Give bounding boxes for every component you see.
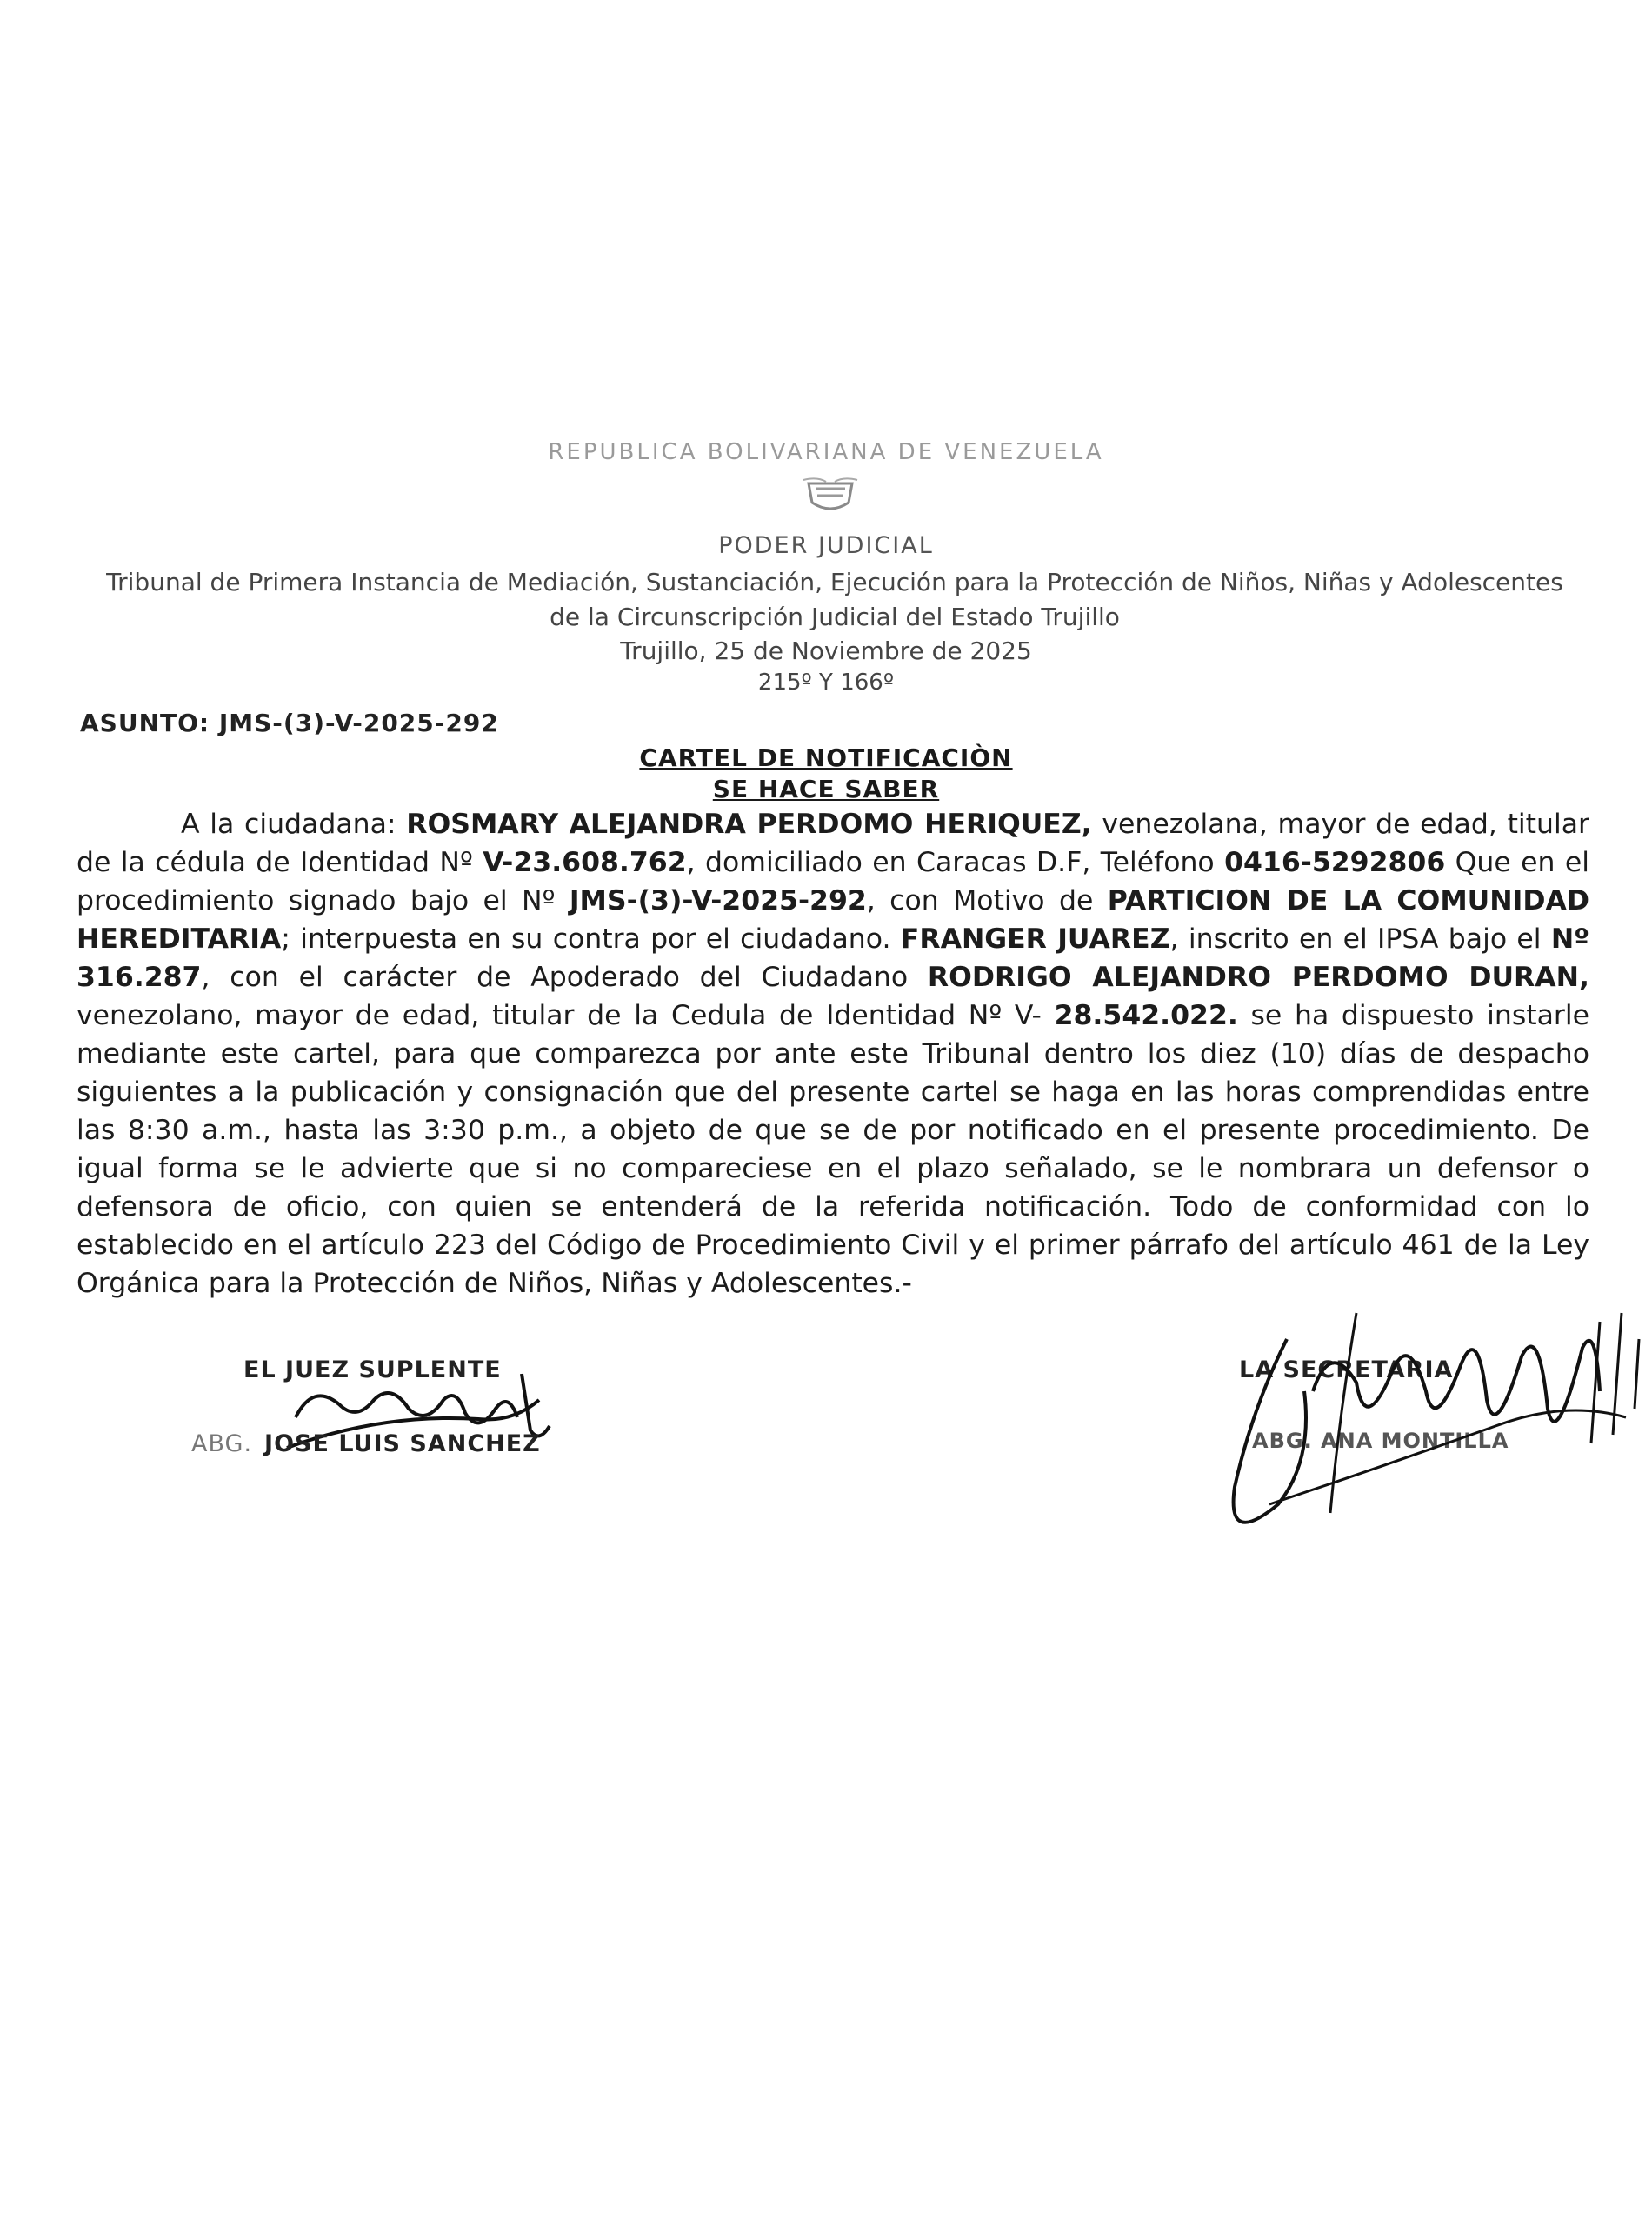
republic-heading: REPUBLICA BOLIVARIANA DE VENEZUELA — [548, 439, 1104, 465]
judge-title: EL JUEZ SUPLENTE — [243, 1356, 502, 1383]
ipsa-number: Nº 316.287 — [77, 923, 1590, 993]
body-text: , inscrito en el IPSA bajo el — [1169, 923, 1551, 955]
plaintiff-id: 28.542.022. — [1054, 1000, 1238, 1031]
case-reference: JMS-(3)-V-2025-292 — [569, 885, 867, 916]
judge-name-text: JOSE LUIS SANCHEZ — [264, 1430, 541, 1457]
case-motive: PARTICION DE LA COMUNIDAD HEREDITARIA — [77, 885, 1589, 955]
secretary-signature-icon — [1182, 1287, 1652, 1574]
body-text: , con Motivo de — [866, 885, 1108, 916]
notification-paragraph — [77, 805, 1589, 1303]
tribunal-name: Tribunal de Primera Instancia de Mediación, Sustanciación, Ejecución para la Protección de Niños, Niñas y Adolescentes de la Circunscripción Judicial del Estado Trujillo — [106, 568, 1563, 631]
body-text: se ha dispuesto instarle mediante este cartel, para que comparezca por ante este Tribunal dentro los diez (10) días de despacho siguientes a la publicación y consignación que del presente cartel se haga en las horas comprendidas entre las 8:30 a.m., hasta las 3:30 p.m., a objeto de que se de por notificado en el presente procedimiento. De igual forma se le advierte que si no compareciese en el plazo señalado, se le nombrara un defensor o defensora de oficio, con quien se entenderá de la referida notificación. Todo de conformidad con lo establecido en el artículo 223 del Código de Procedimiento Civil y el primer párrafo del artículo 461 de la Ley Orgánica para la Protección de Niños, Niñas y Adolescentes.- — [77, 1000, 1589, 1299]
defendant-id: V-23.608.762 — [483, 847, 687, 878]
poder-judicial-heading: PODER JUDICIAL — [718, 532, 934, 559]
body-text: Que en el procedimiento signado bajo el Nº — [77, 847, 1589, 916]
document-title-text: CARTEL DE NOTIFICACIÒN — [639, 743, 1013, 772]
document-title — [70, 743, 1582, 772]
body-text: A la ciudadana: — [181, 809, 407, 840]
body-text: , domiciliado en Caracas D.F, Teléfono — [686, 847, 1225, 878]
secretary-title: LA SECRETARIA — [1239, 1356, 1454, 1383]
body-text: venezolana, mayor de edad, titular de la cédula de Identidad Nº — [77, 809, 1589, 878]
defendant-name: ROSMARY ALEJANDRA PERDOMO HERIQUEZ, — [406, 809, 1092, 840]
document-subtitle — [70, 775, 1582, 803]
plaintiff-name: RODRIGO ALEJANDRO PERDOMO DURAN, — [927, 962, 1590, 993]
body-text: ; interpuesta en su contra por el ciudadano. — [281, 923, 901, 955]
secretary-name: ABG. ANA MONTILLA — [1252, 1429, 1509, 1453]
attorney-name: FRANGER JUAREZ — [900, 923, 1170, 955]
coat-of-arms-icon — [800, 477, 861, 517]
case-number: ASUNTO: JMS-(3)-V-2025-292 — [80, 709, 499, 737]
document-subtitle-text: SE HACE SABER — [712, 775, 940, 803]
defendant-phone: 0416-5292806 — [1224, 847, 1446, 878]
judge-abg: ABG. — [191, 1430, 253, 1457]
document-date: Trujillo, 25 de Noviembre de 2025 — [620, 636, 1032, 665]
patriotic-years: 215º Y 166º — [757, 670, 895, 696]
notification-body — [77, 805, 1589, 1303]
body-text: venezolano, mayor de edad, titular de la Cedula de Identidad Nº V- — [77, 1000, 1055, 1031]
judge-name — [191, 1430, 541, 1457]
body-text: , con el carácter de Apoderado del Ciudadano — [201, 962, 928, 993]
